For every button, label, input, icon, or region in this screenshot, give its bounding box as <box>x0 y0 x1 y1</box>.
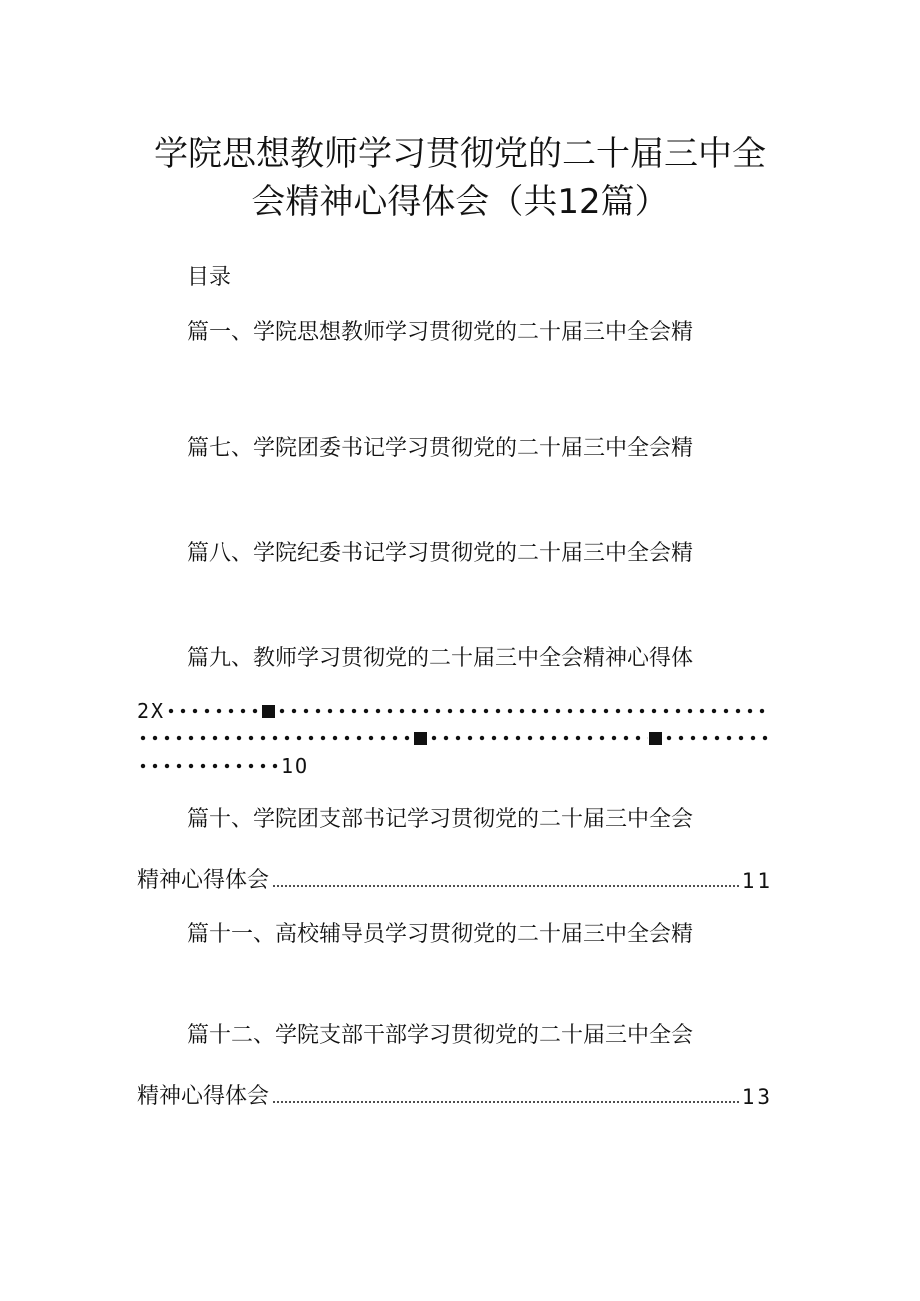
toc-entry-12-leader-row[interactable] <box>137 1082 773 1112</box>
leader-dots <box>276 706 766 716</box>
toc-entry-10-line-2: 精神心得体会 <box>137 868 270 893</box>
garbled-prefix: 2X <box>137 699 166 723</box>
toc-entry-10-page-number: 11 <box>741 869 773 893</box>
toc-entry-7[interactable]: 篇七、学院团委书记学习贯彻党的二十届三中全会精 <box>187 436 694 461</box>
toc-entry-12-line-2: 精神心得体会 <box>137 1084 270 1109</box>
toc-entry-9-garbled-leader-row-1 <box>137 697 777 725</box>
toc-entry-9-garbled-leader-row-2 <box>137 724 777 752</box>
filled-square-icon <box>649 732 662 745</box>
leader-dots <box>165 706 261 716</box>
filled-square-icon <box>414 732 427 745</box>
leader-dots <box>663 733 773 743</box>
toc-entry-12-line-1[interactable]: 篇十二、学院支部干部学习贯彻党的二十届三中全会 <box>187 1023 694 1048</box>
toc-entry-10-leader-row[interactable] <box>137 866 773 896</box>
garbled-page-number: 1O <box>281 754 310 778</box>
toc-entry-1[interactable]: 篇一、学院思想教师学习贯彻党的二十届三中全会精 <box>187 320 694 345</box>
document-title-line-2: 会精神心得体会（共12篇） <box>251 182 669 222</box>
toc-entry-10-line-1[interactable]: 篇十、学院团支部书记学习贯彻党的二十届三中全会 <box>187 807 694 832</box>
leader-dots <box>428 733 648 743</box>
leader-dots <box>272 883 739 889</box>
leader-dots <box>137 733 413 743</box>
filled-square-icon <box>262 705 275 718</box>
toc-entry-12-page-number: 13 <box>741 1085 773 1109</box>
toc-entry-9[interactable]: 篇九、教师学习贯彻党的二十届三中全会精神心得体 <box>187 646 694 671</box>
toc-entry-9-garbled-leader-row-3 <box>137 752 777 780</box>
document-title-line-1: 学院思想教师学习贯彻党的二十届三中全 <box>154 134 766 174</box>
toc-heading: 目录 <box>187 265 232 290</box>
toc-entry-8[interactable]: 篇八、学院纪委书记学习贯彻党的二十届三中全会精 <box>187 541 694 566</box>
toc-entry-11[interactable]: 篇十一、高校辅导员学习贯彻党的二十届三中全会精 <box>187 922 694 947</box>
leader-dots <box>137 761 281 771</box>
leader-dots <box>272 1099 739 1105</box>
